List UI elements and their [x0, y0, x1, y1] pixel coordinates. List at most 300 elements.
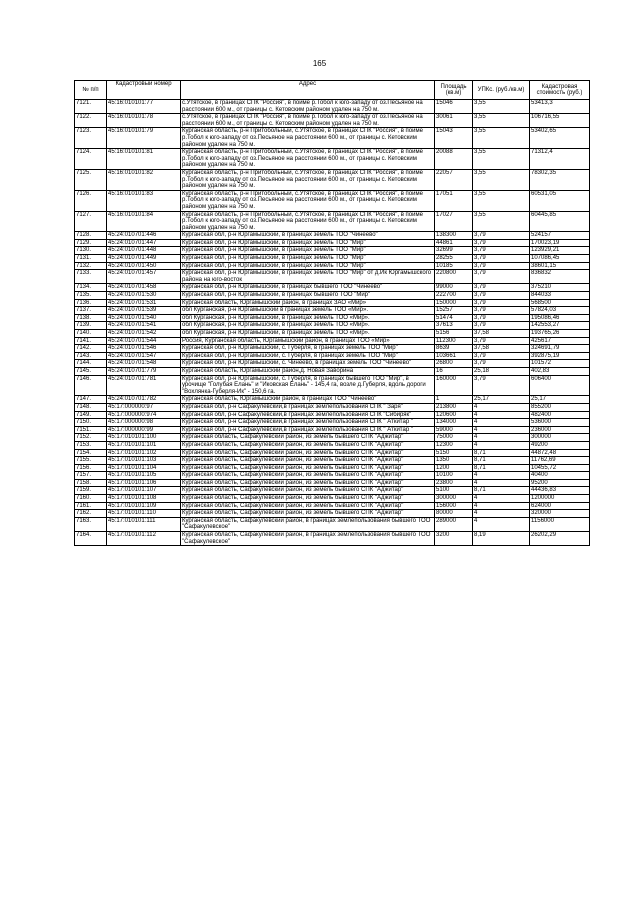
cell-num: 7136. — [75, 299, 107, 307]
cell-cadastral: 45:17:010101:108 — [107, 495, 181, 503]
cell-area: 5150 — [435, 449, 473, 457]
cell-upks: 3,79 — [473, 352, 530, 360]
table-row — [75, 330, 590, 338]
cell-cost: 195086,46 — [530, 314, 590, 322]
cell-upks: 4 — [473, 426, 530, 434]
cell-cost: 425617 — [530, 337, 590, 345]
cell-cost: 53413,3 — [530, 100, 590, 114]
table-row — [75, 367, 590, 375]
cell-cost: 95200 — [530, 479, 590, 487]
cell-address: с.Утятское, в границах СПК "Россия", в пойме р.Тобол к юго-западу от оз.Песьяное на расстоянии 600 м., от границы с. Кетовским районом удален на 750 м. — [181, 114, 435, 128]
cell-address: Курганская обл, р-н Юргамышский, с. Губерля, в границах земель ТОО "Мир" — [181, 345, 435, 353]
cell-cost: 78302,35 — [530, 169, 590, 190]
cell-cost: 320000 — [530, 510, 590, 518]
table-row — [75, 375, 590, 396]
table-row — [75, 100, 590, 114]
cell-upks: 4 — [473, 495, 530, 503]
cell-address: Россия, Курганская область, Юргамышский район, в границах ТОО «Мир» — [181, 337, 435, 345]
cell-upks: 3,79 — [473, 255, 530, 263]
cell-upks: 37,58 — [473, 345, 530, 353]
cell-address: Курганская обл, р-н Юргамышский, в границах земель ТОО "Мир" от д.Ик Юргамышского района на юго-восток — [181, 270, 435, 284]
cell-cadastral: 45:17:000000:97 — [107, 403, 181, 411]
cell-area: 37613 — [435, 322, 473, 330]
cell-area: 1200 — [435, 464, 473, 472]
cell-cadastral: 45:24:010701:782 — [107, 396, 181, 404]
cell-area: 222700 — [435, 292, 473, 300]
table-row — [75, 396, 590, 404]
header-upks: УПКс. (руб./кв.м) — [473, 81, 530, 100]
cell-num: 7162. — [75, 510, 107, 518]
cell-cadastral: 45:16:010101:79 — [107, 128, 181, 149]
cell-cadastral: 45:16:010101:83 — [107, 190, 181, 211]
table-row — [75, 270, 590, 284]
cell-area: 75000 — [435, 434, 473, 442]
cell-area: 3200 — [435, 532, 473, 546]
cell-area: 23800 — [435, 479, 473, 487]
cell-address: Курганская обл, р-н Юргамышский, в границах земель ТОО "Чинеево" — [181, 232, 435, 240]
cell-address: Курганская обл, р-н Юргамышский, в границах бывшего ТОО "Мир" — [181, 292, 435, 300]
cell-upks: 3,79 — [473, 375, 530, 396]
cell-upks: 8,71 — [473, 449, 530, 457]
cell-num: 7146. — [75, 375, 107, 396]
cell-cost: 10455,72 — [530, 464, 590, 472]
cell-area: 300000 — [435, 495, 473, 503]
cell-area: 17051 — [435, 190, 473, 211]
cell-cadastral: 45:24:010701:447 — [107, 239, 181, 247]
cell-num: 7131. — [75, 255, 107, 263]
table-row — [75, 532, 590, 546]
table-row — [75, 510, 590, 518]
cell-cost: 106716,55 — [530, 114, 590, 128]
cell-num: 7142. — [75, 345, 107, 353]
cell-cadastral: 45:16:010101:81 — [107, 149, 181, 170]
cell-num: 7154. — [75, 449, 107, 457]
cell-address: Курганская область, Юргамышский район, в границах ЗАО «Мир» — [181, 299, 435, 307]
table-body — [75, 100, 590, 546]
cell-num: 7127. — [75, 211, 107, 232]
cell-num: 7158. — [75, 479, 107, 487]
cell-address: Курганская область, Сафакулевский район, из земель бывшего СПК "Аджитар" — [181, 457, 435, 465]
cell-num: 7153. — [75, 441, 107, 449]
cell-num: 7160. — [75, 495, 107, 503]
cell-address: Курганская область, Сафакулевский район, из земель бывшего СПК "Аджитар" — [181, 434, 435, 442]
cell-area: 138300 — [435, 232, 473, 240]
cell-cadastral: 45:24:010701:546 — [107, 345, 181, 353]
cell-cost: 60531,05 — [530, 190, 590, 211]
cell-area: 20088 — [435, 149, 473, 170]
cell-cost: 44872,48 — [530, 449, 590, 457]
cell-upks: 8,71 — [473, 457, 530, 465]
cell-cost: 11762,69 — [530, 457, 590, 465]
cell-num: 7144. — [75, 360, 107, 368]
cell-cadastral: 45:17:000000:99 — [107, 426, 181, 434]
table-row — [75, 169, 590, 190]
table-row — [75, 262, 590, 270]
cell-upks: 3,79 — [473, 262, 530, 270]
cell-address: Курганская область, р-н Притобольный, с.Утятское, в границах СПК "Россия", в пойме р.Тобол к юго-западу от оз.Песьяное на расстоянии 600 м., от границы с. Кетовским районом удален на 750 м. — [181, 190, 435, 211]
cell-upks: 8,19 — [473, 532, 530, 546]
cell-num: 7141. — [75, 337, 107, 345]
cell-cost: 101572 — [530, 360, 590, 368]
table-row — [75, 441, 590, 449]
cell-upks: 3,79 — [473, 239, 530, 247]
table-row — [75, 426, 590, 434]
cell-upks: 37,58 — [473, 330, 530, 338]
cell-upks: 3,55 — [473, 211, 530, 232]
cell-area: 150000 — [435, 299, 473, 307]
cell-upks: 3,55 — [473, 128, 530, 149]
table-row — [75, 299, 590, 307]
cell-cadastral: 45:16:010101:77 — [107, 100, 181, 114]
cell-cost: 142553,27 — [530, 322, 590, 330]
cell-address: Курганская обл, р-н Юргамышский, в границах бывшего ТОО "Чинеево" — [181, 284, 435, 292]
cell-area: 59000 — [435, 426, 473, 434]
cell-area: 10100 — [435, 472, 473, 480]
cell-address: с.Утятское, в границах СПК "Россия", в пойме р.Тобол к юго-западу от оз.Песьяное на расстоянии 600 м., от границы с. Кетовским районом удален на 750 м. — [181, 100, 435, 114]
table-row — [75, 247, 590, 255]
cell-cadastral: 45:17:010101:109 — [107, 502, 181, 510]
cell-address: Курганская область, Сафакулевский район, из земель бывшего СПК "Аджитар" — [181, 464, 435, 472]
cell-address: обл Курганская, р-н Юргамышский, в границах земель ТОО «Мир». — [181, 314, 435, 322]
cell-upks: 3,55 — [473, 169, 530, 190]
cell-cadastral: 45:17:010101:106 — [107, 479, 181, 487]
cell-cost: 26202,29 — [530, 532, 590, 546]
cell-cost: 482400 — [530, 411, 590, 419]
table-row — [75, 337, 590, 345]
cell-address: Курганская обл, р-н Юргамышский, с. Чинеево, в границах земель ТОО "Чинеево" — [181, 360, 435, 368]
table-row — [75, 360, 590, 368]
cell-upks: 3,79 — [473, 247, 530, 255]
table-row — [75, 239, 590, 247]
cell-upks: 3,79 — [473, 292, 530, 300]
header-cadastral: Кадастровый номер — [107, 81, 181, 100]
cell-address: Курганская область, Сафакулевский район, из земель бывшего СПК "Аджитар" — [181, 449, 435, 457]
cell-cadastral: 45:17:010101:112 — [107, 532, 181, 546]
cell-upks: 3,79 — [473, 337, 530, 345]
cell-address: Курганская область, р-н Притобольный, с.Утятское, в границах СПК "Россия", в пойме р.Тобол к юго-западу от оз.Песьяное на расстоянии 600 м., от границы с. Кетовским районом удален на 750 м. — [181, 149, 435, 170]
cell-cost: 49200 — [530, 441, 590, 449]
cell-cost: 624000 — [530, 502, 590, 510]
cell-upks: 8,71 — [473, 487, 530, 495]
cell-address: Курганская обл, р-н Юргамышский, в границах земель ТОО "Мир" — [181, 262, 435, 270]
cell-area: 30061 — [435, 114, 473, 128]
cell-num: 7123. — [75, 128, 107, 149]
cell-address: Курганская обл, р-н Юргамышский, в границах земель ТОО "Мир" — [181, 247, 435, 255]
cell-area: 1 — [435, 396, 473, 404]
cell-num: 7124. — [75, 149, 107, 170]
cell-cadastral: 45:24:010701:457 — [107, 270, 181, 284]
cell-cadastral: 45:24:010701:448 — [107, 247, 181, 255]
cell-num: 7130. — [75, 247, 107, 255]
cell-cost: 60445,85 — [530, 211, 590, 232]
header-cost: Кадастровая стоимость (руб.) — [530, 81, 590, 100]
cell-area: 112300 — [435, 337, 473, 345]
cell-area: 12300 — [435, 441, 473, 449]
cell-cost: 606400 — [530, 375, 590, 396]
cell-cadastral: 45:17:010101:111 — [107, 517, 181, 531]
cell-address: Курганская обл, р-н Юргамышский, с. Губерля, в границах бывшего ТОО "Мир", в урочище "Голубая Елань" и "Иковская Елань" - 145,4 га, возле д.Губерля, вдоль дороги "Вохлянка-Губерля-Ик" - 150,6 га. — [181, 375, 435, 396]
table-row — [75, 352, 590, 360]
cell-address: Курганская область, Сафакулевский район, из земель бывшего СПК "Аджитар" — [181, 495, 435, 503]
table-row — [75, 307, 590, 315]
cell-area: 8639 — [435, 345, 473, 353]
cell-cadastral: 45:24:010701:458 — [107, 284, 181, 292]
cell-cost: 392875,19 — [530, 352, 590, 360]
cell-cadastral: 45:24:010701:541 — [107, 322, 181, 330]
cell-address: Курганская обл, р-н Сафакулевский,в границах землепользования СПК " Аткитар " — [181, 419, 435, 427]
cell-address: Курганская обл, р-н Юргамышский, в границах земель ТОО "Мир" — [181, 255, 435, 263]
table-row — [75, 502, 590, 510]
table-row — [75, 479, 590, 487]
cell-upks: 3,79 — [473, 322, 530, 330]
cell-cadastral: 45:17:010101:107 — [107, 487, 181, 495]
cell-cost: 44436,83 — [530, 487, 590, 495]
cell-address: Курганская обл, р-н Сафакулевский,в границах землепользования СПК " Заря" — [181, 403, 435, 411]
cell-upks: 25,17 — [473, 396, 530, 404]
table-row — [75, 403, 590, 411]
cell-upks: 4 — [473, 502, 530, 510]
table-row — [75, 128, 590, 149]
cell-num: 7147. — [75, 396, 107, 404]
cell-num: 7152. — [75, 434, 107, 442]
cell-num: 7132. — [75, 262, 107, 270]
cell-cadastral: 45:17:000000:974 — [107, 411, 181, 419]
cell-num: 7138. — [75, 314, 107, 322]
cell-cost: 844033 — [530, 292, 590, 300]
table-row — [75, 232, 590, 240]
cell-num: 7159. — [75, 487, 107, 495]
cell-cadastral: 45:24:010701:779 — [107, 367, 181, 375]
cell-area: 156000 — [435, 502, 473, 510]
cell-num: 7140. — [75, 330, 107, 338]
cell-cadastral: 45:17:000000:98 — [107, 419, 181, 427]
table-row — [75, 284, 590, 292]
table-row — [75, 419, 590, 427]
table-row — [75, 211, 590, 232]
cell-cost: 568500 — [530, 299, 590, 307]
cell-area: 44861 — [435, 239, 473, 247]
cell-address: обл Курганская, р-н Юргамышский в границах земель ТОО «Мир». — [181, 307, 435, 315]
cell-cadastral: 45:24:010701:781 — [107, 375, 181, 396]
cell-cadastral: 45:24:010701:548 — [107, 360, 181, 368]
cell-num: 7148. — [75, 403, 107, 411]
cell-num: 7156. — [75, 464, 107, 472]
cell-area: 5156 — [435, 330, 473, 338]
cell-area: 22057 — [435, 169, 473, 190]
cell-area: 1350 — [435, 457, 473, 465]
cell-num: 7133. — [75, 270, 107, 284]
cell-cost: 1156000 — [530, 517, 590, 531]
cell-cost: 170023,19 — [530, 239, 590, 247]
cell-cadastral: 45:17:010101:105 — [107, 472, 181, 480]
table-row — [75, 487, 590, 495]
cell-cadastral: 45:24:010701:450 — [107, 262, 181, 270]
cell-cadastral: 45:24:010701:530 — [107, 292, 181, 300]
table-row — [75, 495, 590, 503]
cell-address: Курганская область, Сафакулевский район, из земель бывшего СПК "Аджитар" — [181, 441, 435, 449]
cell-num: 7125. — [75, 169, 107, 190]
table-row — [75, 411, 590, 419]
table-row — [75, 449, 590, 457]
cell-area: 80000 — [435, 510, 473, 518]
cell-upks: 3,79 — [473, 232, 530, 240]
cell-num: 7150. — [75, 419, 107, 427]
header-num: № п/п — [75, 81, 107, 100]
cell-cost: 1200000 — [530, 495, 590, 503]
cell-upks: 4 — [473, 472, 530, 480]
cell-area: 26800 — [435, 360, 473, 368]
cell-address: Курганская область, Юргамышский район,д. Новая Заворина — [181, 367, 435, 375]
cell-cadastral: 45:17:010101:104 — [107, 464, 181, 472]
cell-cost: 836832 — [530, 270, 590, 284]
cell-area: 99000 — [435, 284, 473, 292]
cell-upks: 3,79 — [473, 284, 530, 292]
cell-address: Курганская обл, р-н Юргамышский, с. Губерля, в границах земель ТОО "Мир" — [181, 352, 435, 360]
table-row — [75, 457, 590, 465]
cell-upks: 25,18 — [473, 367, 530, 375]
table-row — [75, 255, 590, 263]
cell-cadastral: 45:17:010101:102 — [107, 449, 181, 457]
header-area: Площадь (кв.м) — [435, 81, 473, 100]
cell-upks: 4 — [473, 434, 530, 442]
cell-num: 7163. — [75, 517, 107, 531]
cell-upks: 4 — [473, 441, 530, 449]
cell-cost: 375210 — [530, 284, 590, 292]
cell-upks: 3,55 — [473, 149, 530, 170]
cell-cost: 71312,4 — [530, 149, 590, 170]
cell-address: Курганская обл, р-н Юргамышский, в границах земель ТОО "Мир" — [181, 239, 435, 247]
cell-cost: 57824,03 — [530, 307, 590, 315]
table-row — [75, 322, 590, 330]
cell-area: 32699 — [435, 247, 473, 255]
header-address: Адрес — [181, 81, 435, 100]
cell-cadastral: 45:16:010101:78 — [107, 114, 181, 128]
cell-cost: 524157 — [530, 232, 590, 240]
cell-upks: 3,55 — [473, 190, 530, 211]
cell-address: Курганская область, Сафакулевский район, из земель бывшего СПК "Аджитар" — [181, 479, 435, 487]
table-row — [75, 314, 590, 322]
cell-address: Курганская область, р-н Притобольный, с.Утятское, в границах СПК "Россия", в пойме р.Тобол к юго-западу от оз.Песьяное на расстоянии 600 м., от границы с. Кетовским районом удален на 750 м. — [181, 211, 435, 232]
cell-upks: 8,71 — [473, 464, 530, 472]
cell-upks: 3,79 — [473, 270, 530, 284]
cell-num: 7126. — [75, 190, 107, 211]
table-row — [75, 464, 590, 472]
cell-cost: 536000 — [530, 419, 590, 427]
cell-num: 7134. — [75, 284, 107, 292]
cell-area: 16 — [435, 367, 473, 375]
cell-cadastral: 45:24:010701:540 — [107, 314, 181, 322]
cell-cost: 123929,21 — [530, 247, 590, 255]
cell-upks: 3,79 — [473, 299, 530, 307]
cell-cadastral: 45:17:010101:110 — [107, 510, 181, 518]
cell-cadastral: 45:17:010101:101 — [107, 441, 181, 449]
table-row — [75, 345, 590, 353]
cell-address: Курганская обл, р-н Сафакулевский,в границах землепользования СПК " Аткитар " — [181, 426, 435, 434]
cell-area: 134000 — [435, 419, 473, 427]
cell-area: 103661 — [435, 352, 473, 360]
cell-address: Курганская область, Сафакулевский район, из земель бывшего СПК "Аджитар" — [181, 502, 435, 510]
cell-num: 7143. — [75, 352, 107, 360]
cell-cost: 53402,65 — [530, 128, 590, 149]
cell-num: 7155. — [75, 457, 107, 465]
cell-cost: 855200 — [530, 403, 590, 411]
table-row — [75, 472, 590, 480]
cell-upks: 3,79 — [473, 314, 530, 322]
cell-num: 7137. — [75, 307, 107, 315]
table-row — [75, 114, 590, 128]
cell-num: 7139. — [75, 322, 107, 330]
cell-upks: 4 — [473, 479, 530, 487]
cell-upks: 3,55 — [473, 100, 530, 114]
cell-cost: 25,17 — [530, 396, 590, 404]
cell-cadastral: 45:24:010701:446 — [107, 232, 181, 240]
cell-cadastral: 45:24:010701:547 — [107, 352, 181, 360]
cell-num: 7157. — [75, 472, 107, 480]
cell-cost: 236000 — [530, 426, 590, 434]
table-row — [75, 149, 590, 170]
cell-cadastral: 45:24:010701:542 — [107, 330, 181, 338]
cell-cadastral: 45:24:010701:544 — [107, 337, 181, 345]
cell-address: Курганская область, Сафакулевский район, в границах землепользования бывшего ТОО "Сафакулевское" — [181, 517, 435, 531]
cell-cost: 324691,79 — [530, 345, 590, 353]
table-row — [75, 517, 590, 531]
cell-upks: 4 — [473, 517, 530, 531]
cell-address: Курганская область, Сафакулевский район, из земель бывшего СПК "Аджитар" — [181, 472, 435, 480]
cell-upks: 3,55 — [473, 114, 530, 128]
cell-address: Курганская область, р-н Притобольный, с.Утятское, в границах СПК "Россия", в пойме р.Тобол к юго-западу от оз.Песьяное на расстоянии 600 м., от границы с. Кетовским районом удален на 750 м. — [181, 128, 435, 149]
cell-num: 7164. — [75, 532, 107, 546]
cell-cadastral: 45:17:010101:100 — [107, 434, 181, 442]
cell-address: Курганская область, Сафакулевский район, из земель бывшего СПК "Аджитар" — [181, 487, 435, 495]
cell-upks: 4 — [473, 411, 530, 419]
cell-num: 7135. — [75, 292, 107, 300]
cell-address: Курганская область, Сафакулевский район, в границах землепользования бывшего ТОО "Сафакулевское" — [181, 532, 435, 546]
cell-area: 51474 — [435, 314, 473, 322]
cell-cost: 38601,15 — [530, 262, 590, 270]
cell-num: 7122. — [75, 114, 107, 128]
cell-area: 220800 — [435, 270, 473, 284]
cell-area: 213800 — [435, 403, 473, 411]
cell-cadastral: 45:16:010101:82 — [107, 169, 181, 190]
cell-address: Курганская область, р-н Притобольный, с.Утятское, в границах СПК "Россия", в пойме р.Тобол к юго-западу от оз.Песьяное на расстоянии 600 м., от границы с. Кетовским районом удален на 750 м. — [181, 169, 435, 190]
cell-num: 7121. — [75, 100, 107, 114]
cell-address: Курганская обл, р-н Сафакулевский,в границах землепользования СПК "Сибиряк" — [181, 411, 435, 419]
cell-area: 28255 — [435, 255, 473, 263]
cell-cost: 300000 — [530, 434, 590, 442]
cell-cost: 107086,45 — [530, 255, 590, 263]
cell-address: обл Курганская, р-н Юргамышский, в границах земель ТОО «Мир». — [181, 330, 435, 338]
cell-upks: 4 — [473, 419, 530, 427]
cell-area: 17027 — [435, 211, 473, 232]
cell-cadastral: 45:17:010101:103 — [107, 457, 181, 465]
cell-upks: 4 — [473, 403, 530, 411]
cell-area: 120600 — [435, 411, 473, 419]
cell-upks: 3,79 — [473, 360, 530, 368]
cell-area: 15043 — [435, 128, 473, 149]
cell-area: 289000 — [435, 517, 473, 531]
cell-cost: 40400 — [530, 472, 590, 480]
cell-cadastral: 45:24:010701:531 — [107, 299, 181, 307]
cell-num: 7149. — [75, 411, 107, 419]
cell-area: 15046 — [435, 100, 473, 114]
cell-cadastral: 45:24:010701:449 — [107, 255, 181, 263]
cell-cadastral: 45:24:010701:539 — [107, 307, 181, 315]
page-number: 165 — [312, 59, 327, 68]
cell-address: обл Курганская, р-н Юргамышский, в границах земель ТОО «Мир». — [181, 322, 435, 330]
cell-num: 7129. — [75, 239, 107, 247]
table-row — [75, 292, 590, 300]
cell-cadastral: 45:16:010101:84 — [107, 211, 181, 232]
